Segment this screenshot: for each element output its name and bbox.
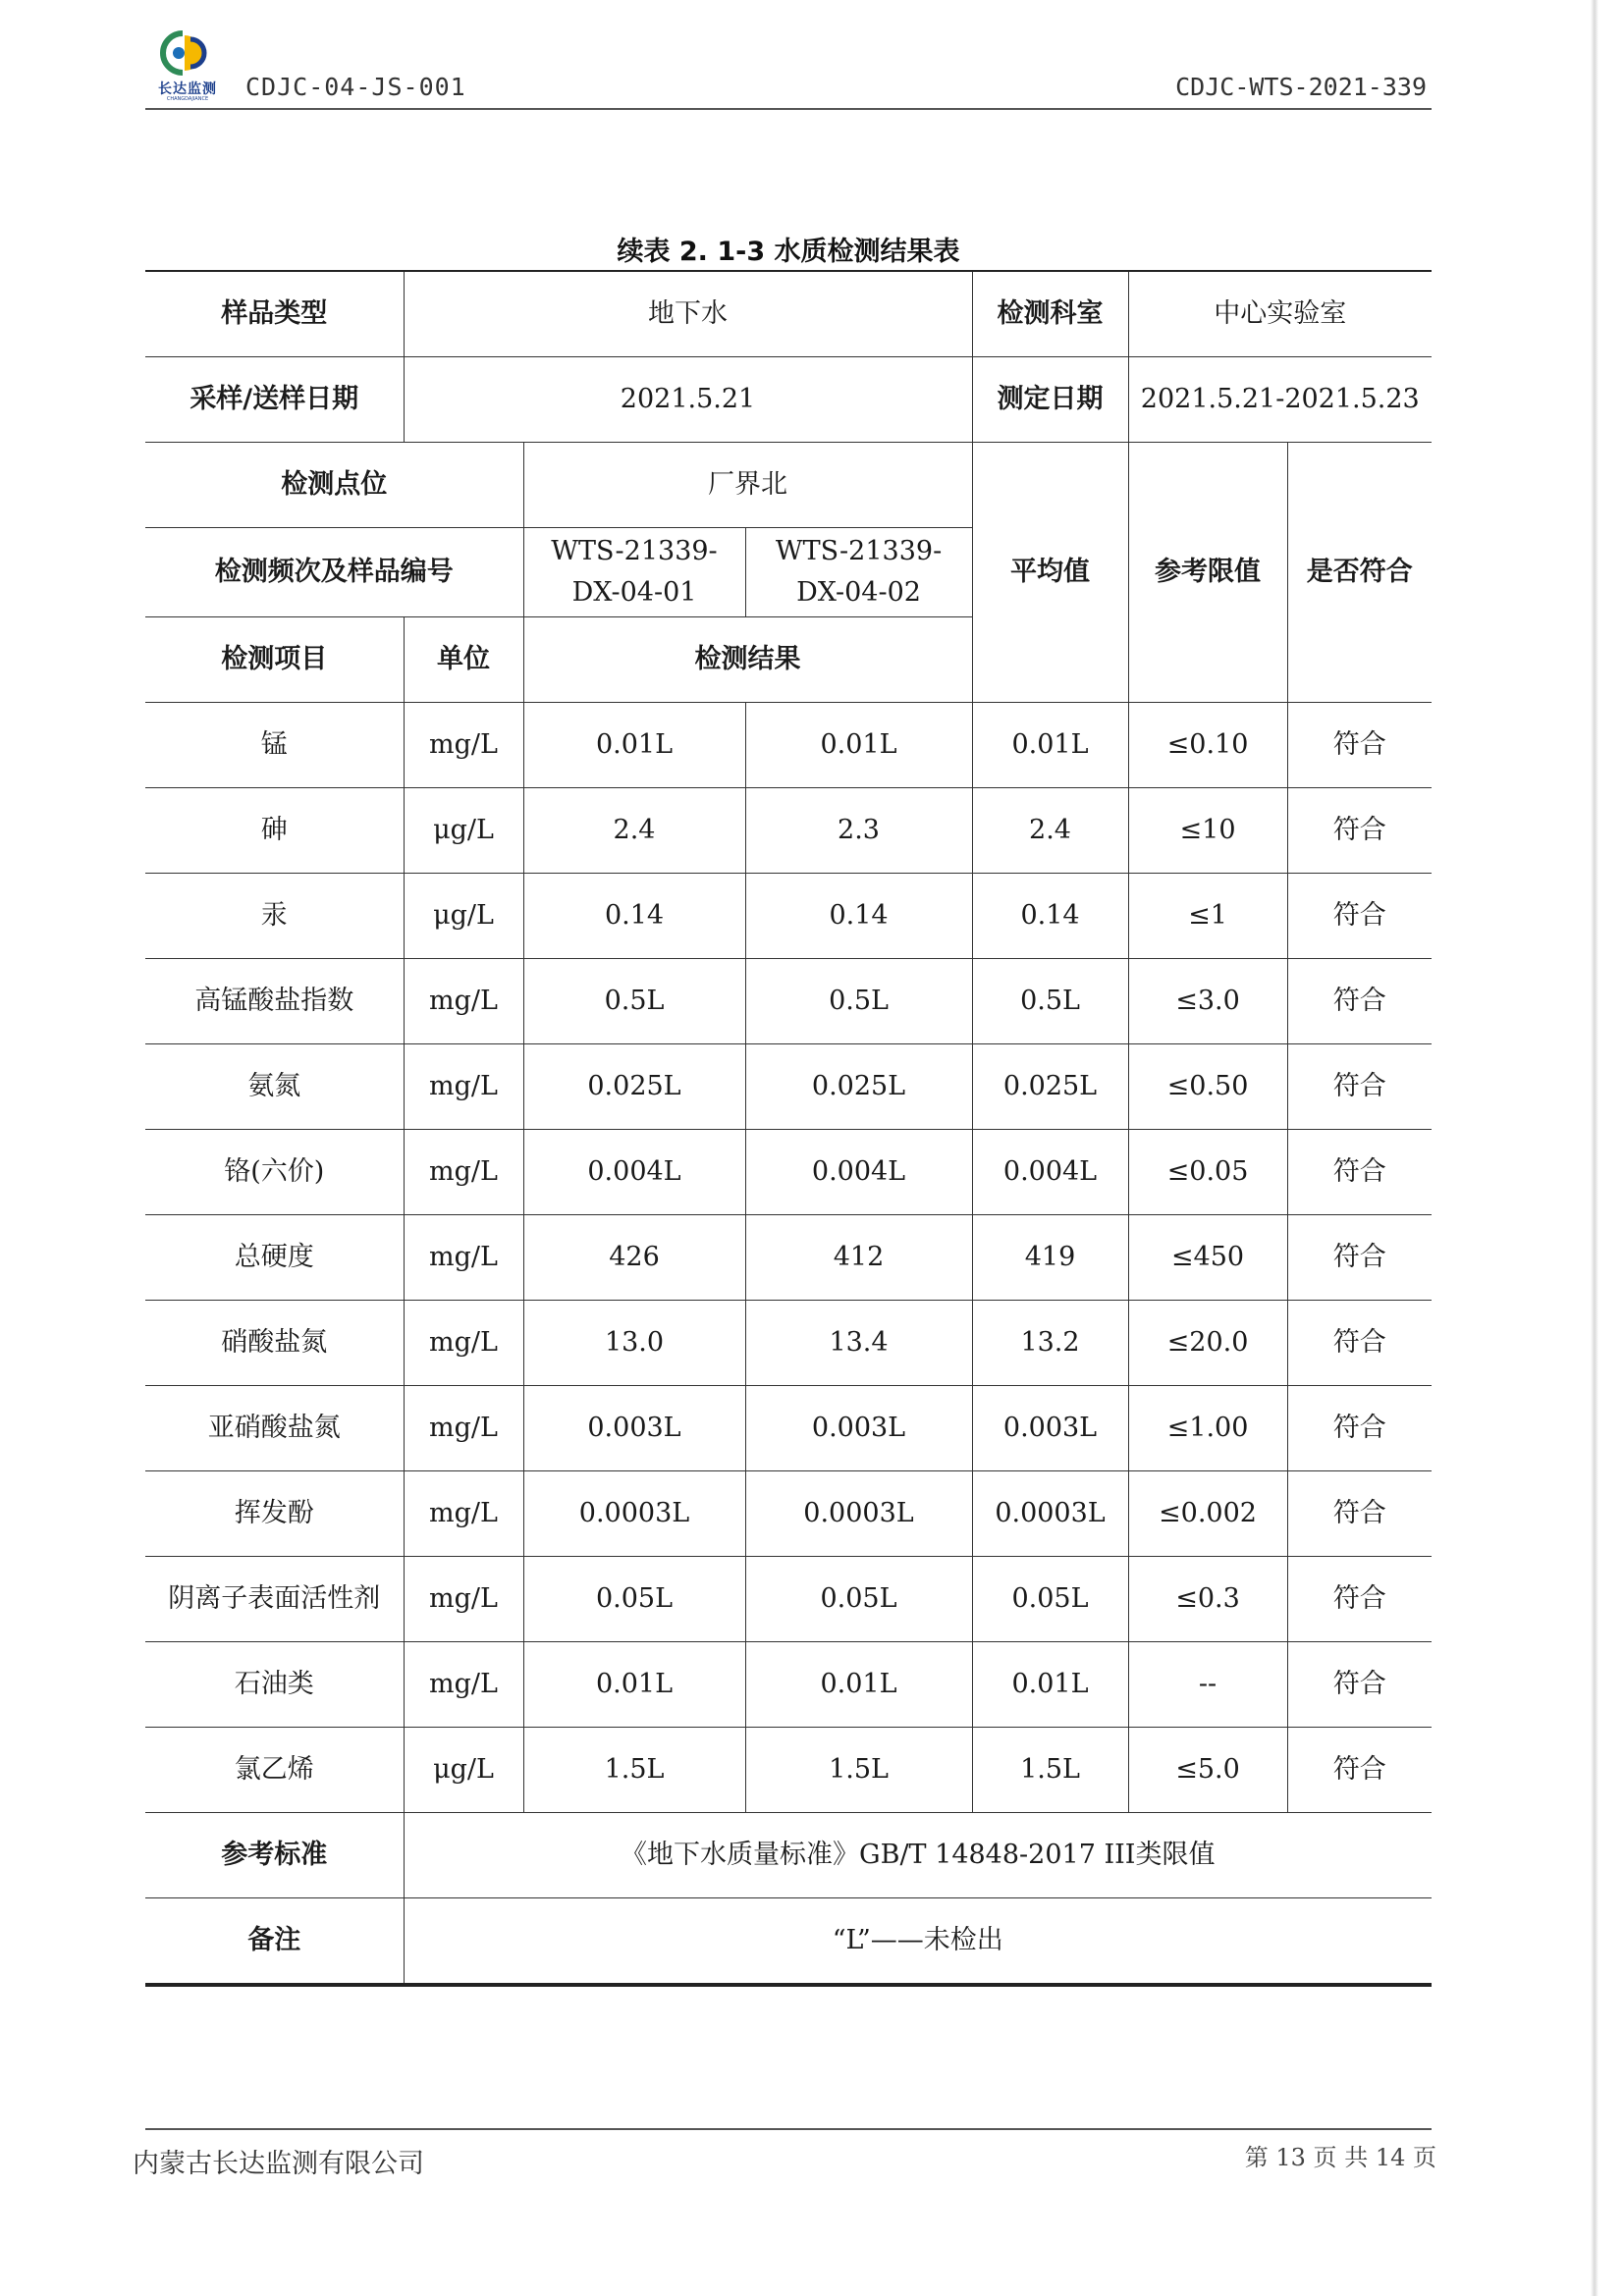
result-1: 0.004L <box>523 1130 745 1215</box>
meta-row-1 <box>145 271 1432 357</box>
unit: mg/L <box>404 1301 523 1386</box>
conform-value: 符合 <box>1287 1557 1432 1642</box>
item-name: 硝酸盐氮 <box>145 1301 404 1386</box>
conform-value: 符合 <box>1287 1301 1432 1386</box>
average-value: 0.0003L <box>972 1471 1128 1557</box>
average-value: 0.025L <box>972 1044 1128 1130</box>
table-row <box>145 703 1432 788</box>
reference-standard-row <box>145 1813 1432 1898</box>
table-row <box>145 1471 1432 1557</box>
water-quality-table <box>145 270 1432 1987</box>
item-name: 石油类 <box>145 1642 404 1728</box>
result-2: 0.004L <box>745 1130 972 1215</box>
logo-subtext: CHANGDAJIANCE <box>166 96 209 102</box>
result-header: 检测结果 <box>523 617 972 703</box>
lab-label: 检测科室 <box>972 271 1128 357</box>
table-row <box>145 959 1432 1044</box>
item-name: 阴离子表面活性剂 <box>145 1557 404 1642</box>
table-row <box>145 1557 1432 1642</box>
table-row <box>145 788 1432 874</box>
result-1: 2.4 <box>523 788 745 874</box>
document-code-right: CDJC-WTS-2021-339 <box>1175 73 1427 101</box>
result-1: 426 <box>523 1215 745 1301</box>
scan-edge <box>1591 0 1598 2296</box>
unit: mg/L <box>404 1130 523 1215</box>
result-1: 0.0003L <box>523 1471 745 1557</box>
conform-value: 符合 <box>1287 788 1432 874</box>
reference-standard-value: 《地下水质量标准》GB/T 14848-2017 III类限值 <box>404 1813 1432 1898</box>
unit: mg/L <box>404 1215 523 1301</box>
unit: mg/L <box>404 1557 523 1642</box>
average-value: 0.01L <box>972 1642 1128 1728</box>
conform-value: 符合 <box>1287 874 1432 959</box>
result-1: 0.01L <box>523 703 745 788</box>
item-name: 氯乙烯 <box>145 1728 404 1813</box>
unit: mg/L <box>404 1386 523 1471</box>
limit-value: ≤5.0 <box>1128 1728 1287 1813</box>
item-name: 汞 <box>145 874 404 959</box>
remark-row <box>145 1898 1432 1986</box>
sample-type-value: 地下水 <box>404 271 972 357</box>
lab-value: 中心实验室 <box>1128 271 1432 357</box>
average-value: 0.5L <box>972 959 1128 1044</box>
result-1: 0.025L <box>523 1044 745 1130</box>
average-value: 0.05L <box>972 1557 1128 1642</box>
result-2: 0.025L <box>745 1044 972 1130</box>
limit-value: ≤3.0 <box>1128 959 1287 1044</box>
average-value: 2.4 <box>972 788 1128 874</box>
table-row <box>145 1386 1432 1471</box>
item-name: 高锰酸盐指数 <box>145 959 404 1044</box>
unit: mg/L <box>404 1044 523 1130</box>
document-code-left: CDJC-04-JS-001 <box>245 73 466 101</box>
result-2: 2.3 <box>745 788 972 874</box>
result-2: 0.14 <box>745 874 972 959</box>
table-row <box>145 1301 1432 1386</box>
meta-row-2 <box>145 357 1432 443</box>
remark-value: “L”——未检出 <box>404 1898 1432 1986</box>
logo-text: 长达监测 <box>158 81 217 97</box>
conform-value: 符合 <box>1287 703 1432 788</box>
unit-header: 单位 <box>404 617 523 703</box>
sample-type-label: 样品类型 <box>145 271 404 357</box>
table-row <box>145 1130 1432 1215</box>
result-2: 412 <box>745 1215 972 1301</box>
item-name: 亚硝酸盐氮 <box>145 1386 404 1471</box>
conform-value: 符合 <box>1287 959 1432 1044</box>
item-name: 总硬度 <box>145 1215 404 1301</box>
conform-header: 是否符合 <box>1287 443 1432 703</box>
remark-label: 备注 <box>145 1898 404 1986</box>
unit: mg/L <box>404 959 523 1044</box>
point-value: 厂界北 <box>523 443 972 528</box>
limit-value: ≤0.05 <box>1128 1130 1287 1215</box>
result-2: 0.05L <box>745 1557 972 1642</box>
table-row <box>145 1044 1432 1130</box>
conform-value: 符合 <box>1287 1471 1432 1557</box>
conform-value: 符合 <box>1287 1044 1432 1130</box>
sample-id-2: WTS-21339-DX-04-02 <box>745 528 972 617</box>
test-date-value: 2021.5.21-2021.5.23 <box>1128 357 1432 443</box>
conform-value: 符合 <box>1287 1728 1432 1813</box>
average-value: 0.004L <box>972 1130 1128 1215</box>
sampling-date-value: 2021.5.21 <box>404 357 972 443</box>
average-header: 平均值 <box>972 443 1128 703</box>
conform-value: 符合 <box>1287 1386 1432 1471</box>
frequency-label: 检测频次及样品编号 <box>145 528 523 617</box>
sample-id-1: WTS-21339-DX-04-01 <box>523 528 745 617</box>
page-number: 第 13 页 共 14 页 <box>1244 2144 1436 2171</box>
unit: mg/L <box>404 1471 523 1557</box>
result-1: 13.0 <box>523 1301 745 1386</box>
average-value: 0.01L <box>972 703 1128 788</box>
unit: μg/L <box>404 874 523 959</box>
unit: μg/L <box>404 788 523 874</box>
conform-value: 符合 <box>1287 1130 1432 1215</box>
limit-value: ≤0.002 <box>1128 1471 1287 1557</box>
limit-value: -- <box>1128 1642 1287 1728</box>
company-logo <box>147 27 228 108</box>
average-value: 0.14 <box>972 874 1128 959</box>
unit: μg/L <box>404 1728 523 1813</box>
footer-divider <box>145 2128 1432 2130</box>
footer-company: 内蒙古长达监测有限公司 <box>133 2149 424 2179</box>
point-label: 检测点位 <box>145 443 523 528</box>
limit-value: ≤10 <box>1128 788 1287 874</box>
unit: mg/L <box>404 703 523 788</box>
average-value: 1.5L <box>972 1728 1128 1813</box>
reference-standard-label: 参考标准 <box>145 1813 404 1898</box>
limit-value: ≤1.00 <box>1128 1386 1287 1471</box>
table-row <box>145 874 1432 959</box>
table-row <box>145 1642 1432 1728</box>
conform-value: 符合 <box>1287 1642 1432 1728</box>
conform-value: 符合 <box>1287 1215 1432 1301</box>
table-row <box>145 1215 1432 1301</box>
result-2: 1.5L <box>745 1728 972 1813</box>
result-2: 0.003L <box>745 1386 972 1471</box>
limit-value: ≤0.50 <box>1128 1044 1287 1130</box>
result-1: 0.05L <box>523 1557 745 1642</box>
logo-mark-icon <box>155 27 220 79</box>
result-2: 0.01L <box>745 1642 972 1728</box>
result-1: 0.14 <box>523 874 745 959</box>
result-2: 0.0003L <box>745 1471 972 1557</box>
average-value: 13.2 <box>972 1301 1128 1386</box>
result-1: 0.5L <box>523 959 745 1044</box>
unit: mg/L <box>404 1642 523 1728</box>
item-name: 锰 <box>145 703 404 788</box>
result-2: 13.4 <box>745 1301 972 1386</box>
table-row <box>145 1728 1432 1813</box>
item-header: 检测项目 <box>145 617 404 703</box>
limit-header: 参考限值 <box>1128 443 1287 703</box>
limit-value: ≤1 <box>1128 874 1287 959</box>
item-name: 氨氮 <box>145 1044 404 1130</box>
limit-value: ≤20.0 <box>1128 1301 1287 1386</box>
result-2: 0.01L <box>745 703 972 788</box>
test-date-label: 测定日期 <box>972 357 1128 443</box>
item-name: 挥发酚 <box>145 1471 404 1557</box>
item-name: 铬(六价) <box>145 1130 404 1215</box>
average-value: 419 <box>972 1215 1128 1301</box>
limit-value: ≤0.10 <box>1128 703 1287 788</box>
page-header <box>0 0 1623 118</box>
result-1: 0.003L <box>523 1386 745 1471</box>
limit-value: ≤450 <box>1128 1215 1287 1301</box>
limit-value: ≤0.3 <box>1128 1557 1287 1642</box>
item-name: 砷 <box>145 788 404 874</box>
result-1: 0.01L <box>523 1642 745 1728</box>
point-row <box>145 443 1432 528</box>
sampling-date-label: 采样/送样日期 <box>145 357 404 443</box>
header-divider <box>145 108 1432 110</box>
average-value: 0.003L <box>972 1386 1128 1471</box>
result-1: 1.5L <box>523 1728 745 1813</box>
result-2: 0.5L <box>745 959 972 1044</box>
table-title: 续表 2. 1-3 水质检测结果表 <box>617 237 960 267</box>
